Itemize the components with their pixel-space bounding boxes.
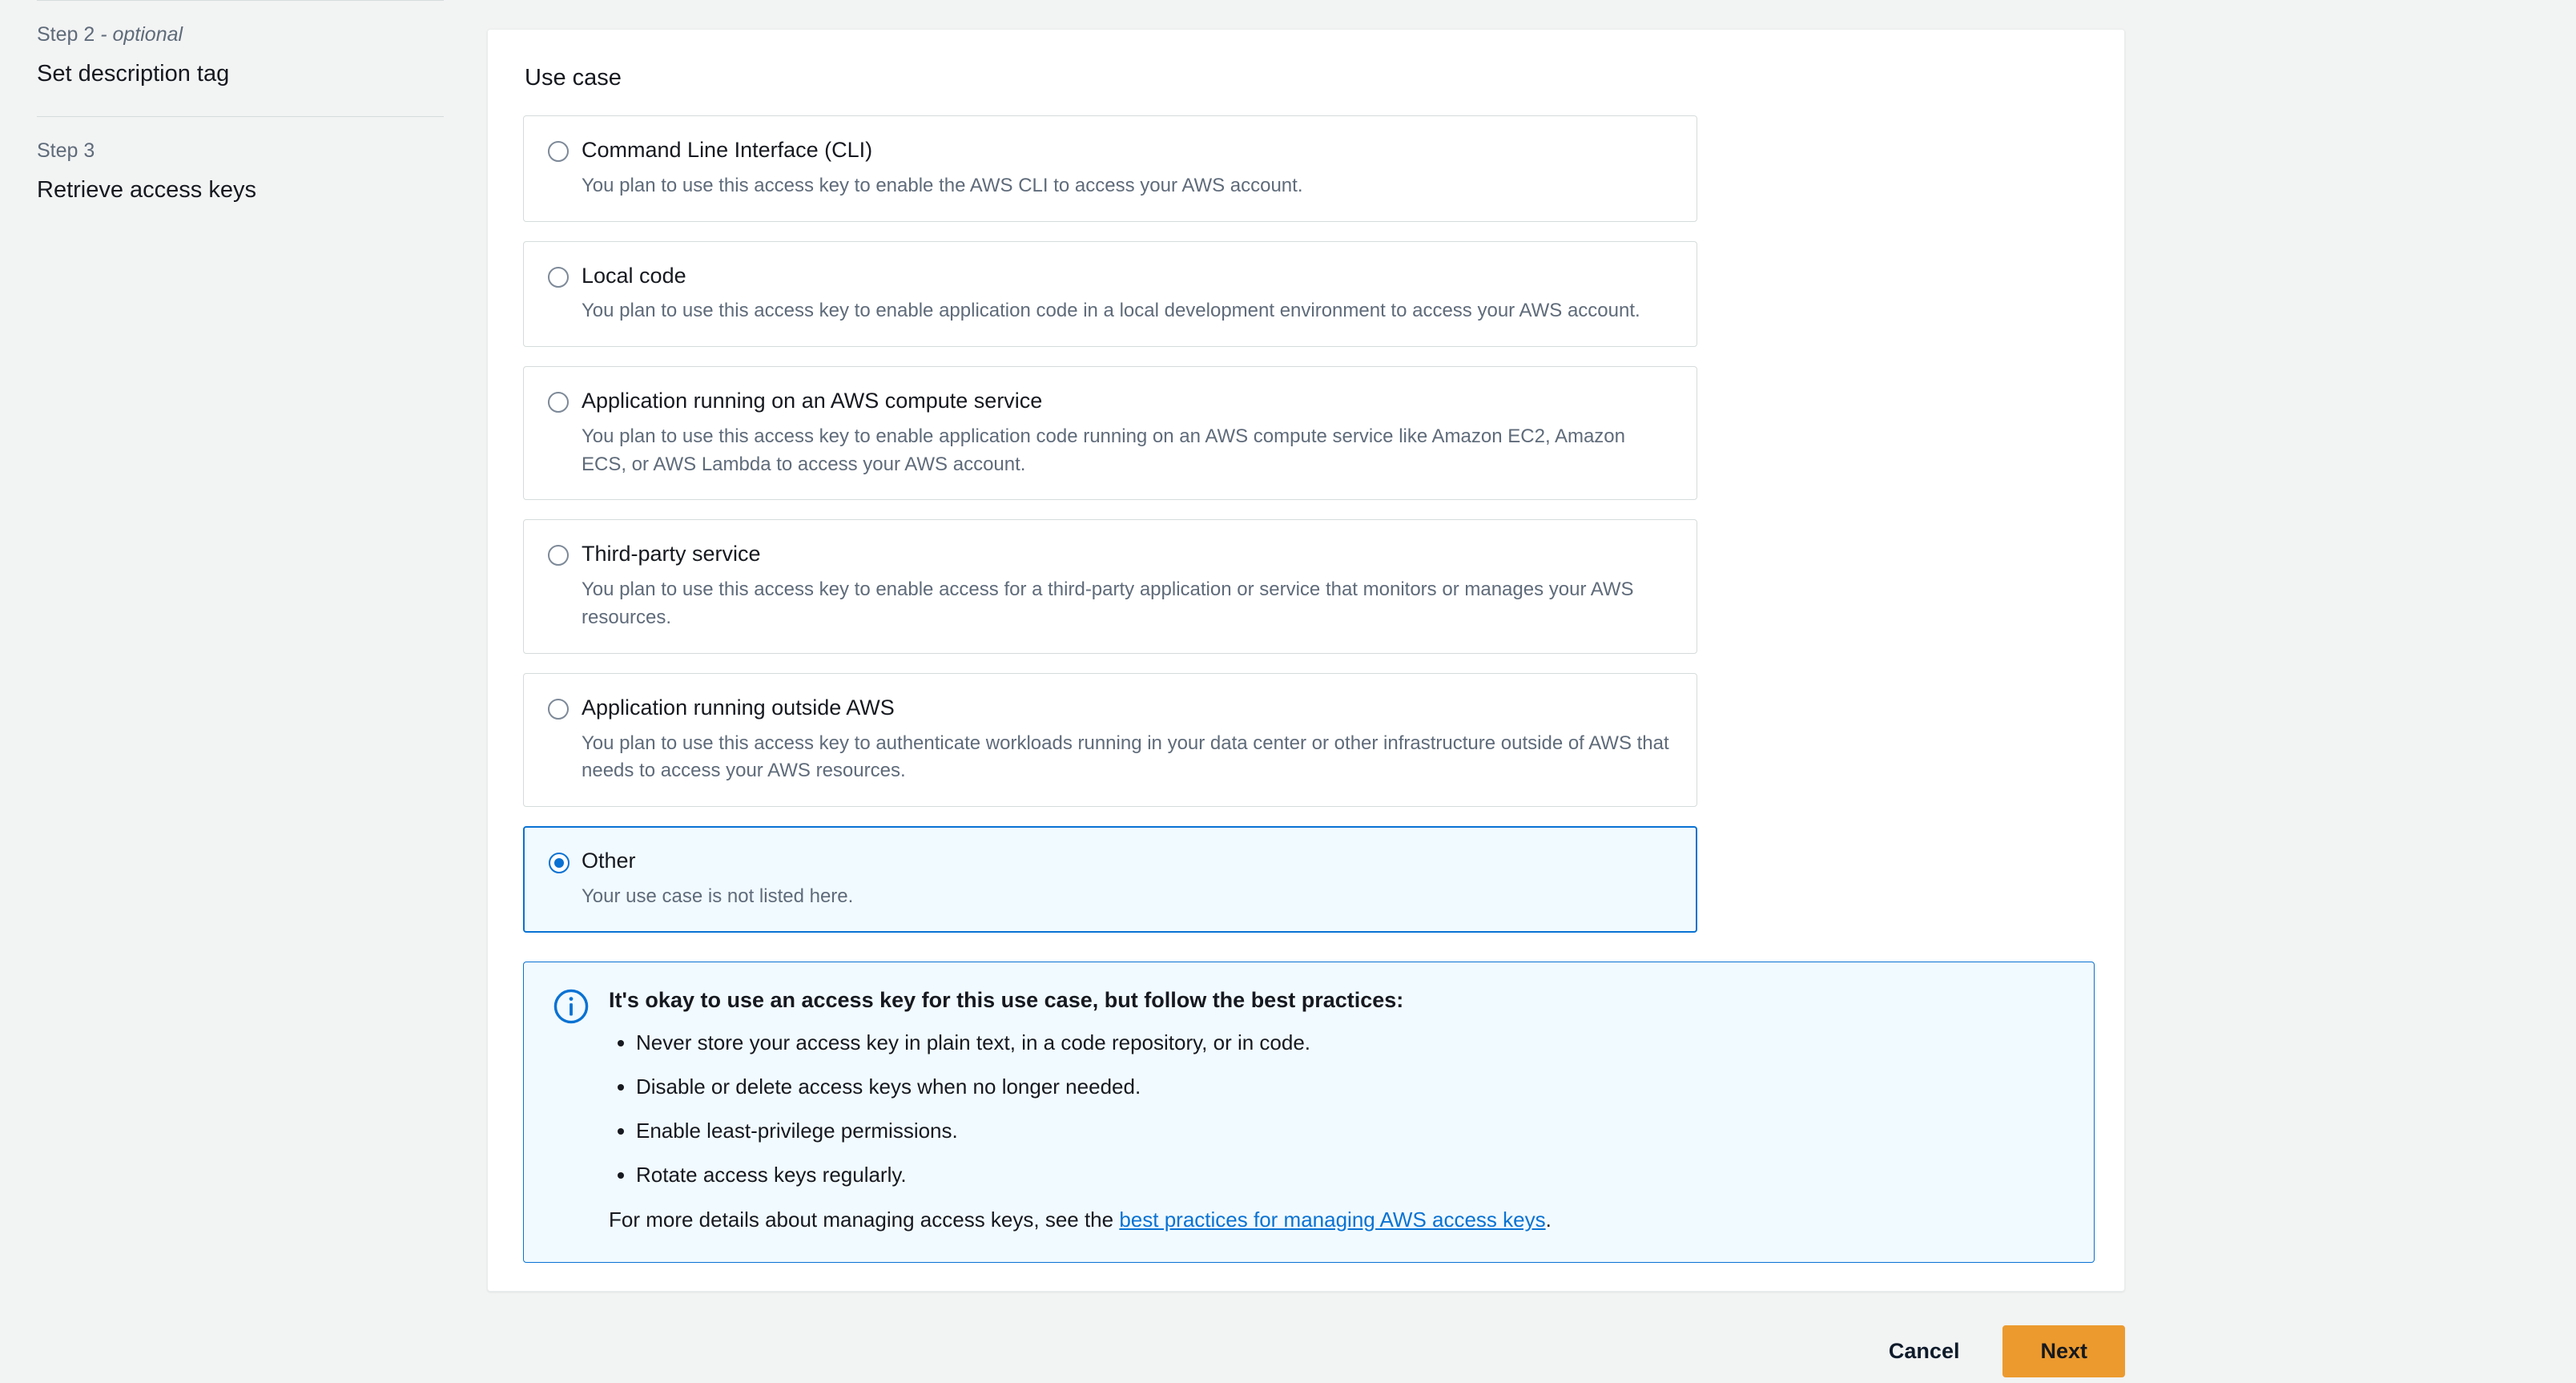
use-case-option-local-code[interactable] xyxy=(523,241,1697,348)
step-2-label xyxy=(37,22,444,48)
radio-icon[interactable] xyxy=(548,545,569,566)
option-title: Other xyxy=(582,849,636,873)
step-3-title: Retrieve access keys xyxy=(37,176,256,203)
step-3-number: Step 3 xyxy=(37,139,95,163)
list-item: • Disable or delete access keys when no longer needed. xyxy=(636,1073,2065,1101)
option-description: Your use case is not listed here. xyxy=(582,885,854,907)
cancel-button[interactable]: Cancel xyxy=(1871,1326,1978,1377)
use-case-card xyxy=(487,29,2125,1292)
step-3-label xyxy=(37,138,444,164)
use-case-option-outside-aws[interactable] xyxy=(523,673,1697,807)
step-2-optional: - optional xyxy=(95,23,183,46)
step-2-number: Step 2 xyxy=(37,23,95,46)
radio-icon[interactable] xyxy=(548,267,569,288)
wizard-step-rail xyxy=(0,0,481,232)
option-title: Third-party service xyxy=(582,542,761,567)
use-case-option-cli[interactable] xyxy=(523,115,1697,222)
alert-footer-text xyxy=(609,1205,2065,1234)
next-button[interactable]: Next xyxy=(2002,1325,2125,1377)
radio-icon[interactable] xyxy=(548,141,569,162)
radio-icon[interactable] xyxy=(548,699,569,720)
alert-heading: It's okay to use an access key for this use case, but follow the best practices: xyxy=(609,987,1404,1012)
alert-bullet-list xyxy=(609,1029,2065,1189)
list-item: • Never store your access key in plain text, in a code repository, or in code. xyxy=(636,1029,2065,1057)
option-title: Application running outside AWS xyxy=(582,695,895,720)
page-title: Use case xyxy=(525,65,622,91)
wizard-step-2[interactable] xyxy=(37,1,444,116)
option-title: Local code xyxy=(582,263,686,288)
option-description: You plan to use this access key to enable access for a third-party application or service that monitors or manages your AWS resources. xyxy=(582,579,1634,628)
option-description: You plan to use this access key to authenticate workloads running in your data center or other infrastructure outside of AWS that needs to access your AWS resources. xyxy=(582,732,1669,782)
alert-footer-suffix: . xyxy=(1545,1208,1552,1232)
alert-footer-prefix: For more details about managing access keys, see the xyxy=(609,1208,1120,1232)
option-description: You plan to use this access key to enable application code in a local development environment to access your AWS account. xyxy=(582,300,1640,322)
radio-icon[interactable] xyxy=(549,853,570,873)
use-case-option-aws-compute[interactable] xyxy=(523,366,1697,500)
alert-body xyxy=(609,986,2065,1235)
step-2-title: Set description tag xyxy=(37,60,230,87)
wizard-step-3[interactable] xyxy=(37,117,444,232)
radio-icon[interactable] xyxy=(548,392,569,413)
use-case-option-other[interactable] xyxy=(523,826,1697,933)
list-item: • Enable least-privilege permissions. xyxy=(636,1117,2065,1145)
option-title: Command Line Interface (CLI) xyxy=(582,138,873,162)
wizard-footer-actions xyxy=(487,1319,2125,1383)
option-title: Application running on an AWS compute service xyxy=(582,389,1043,413)
use-case-option-third-party[interactable] xyxy=(523,519,1697,653)
best-practices-alert xyxy=(523,962,2095,1263)
option-description: You plan to use this access key to enable application code running on an AWS compute service like Amazon EC2, Amazon ECS, or AWS Lambda to access your AWS account. xyxy=(582,425,1625,475)
list-item: • Rotate access keys regularly. xyxy=(636,1161,2065,1189)
option-description: You plan to use this access key to enable the AWS CLI to access your AWS account. xyxy=(582,174,1303,196)
info-icon xyxy=(553,988,590,1025)
best-practices-link[interactable]: best practices for managing AWS access keys xyxy=(1119,1208,1546,1232)
